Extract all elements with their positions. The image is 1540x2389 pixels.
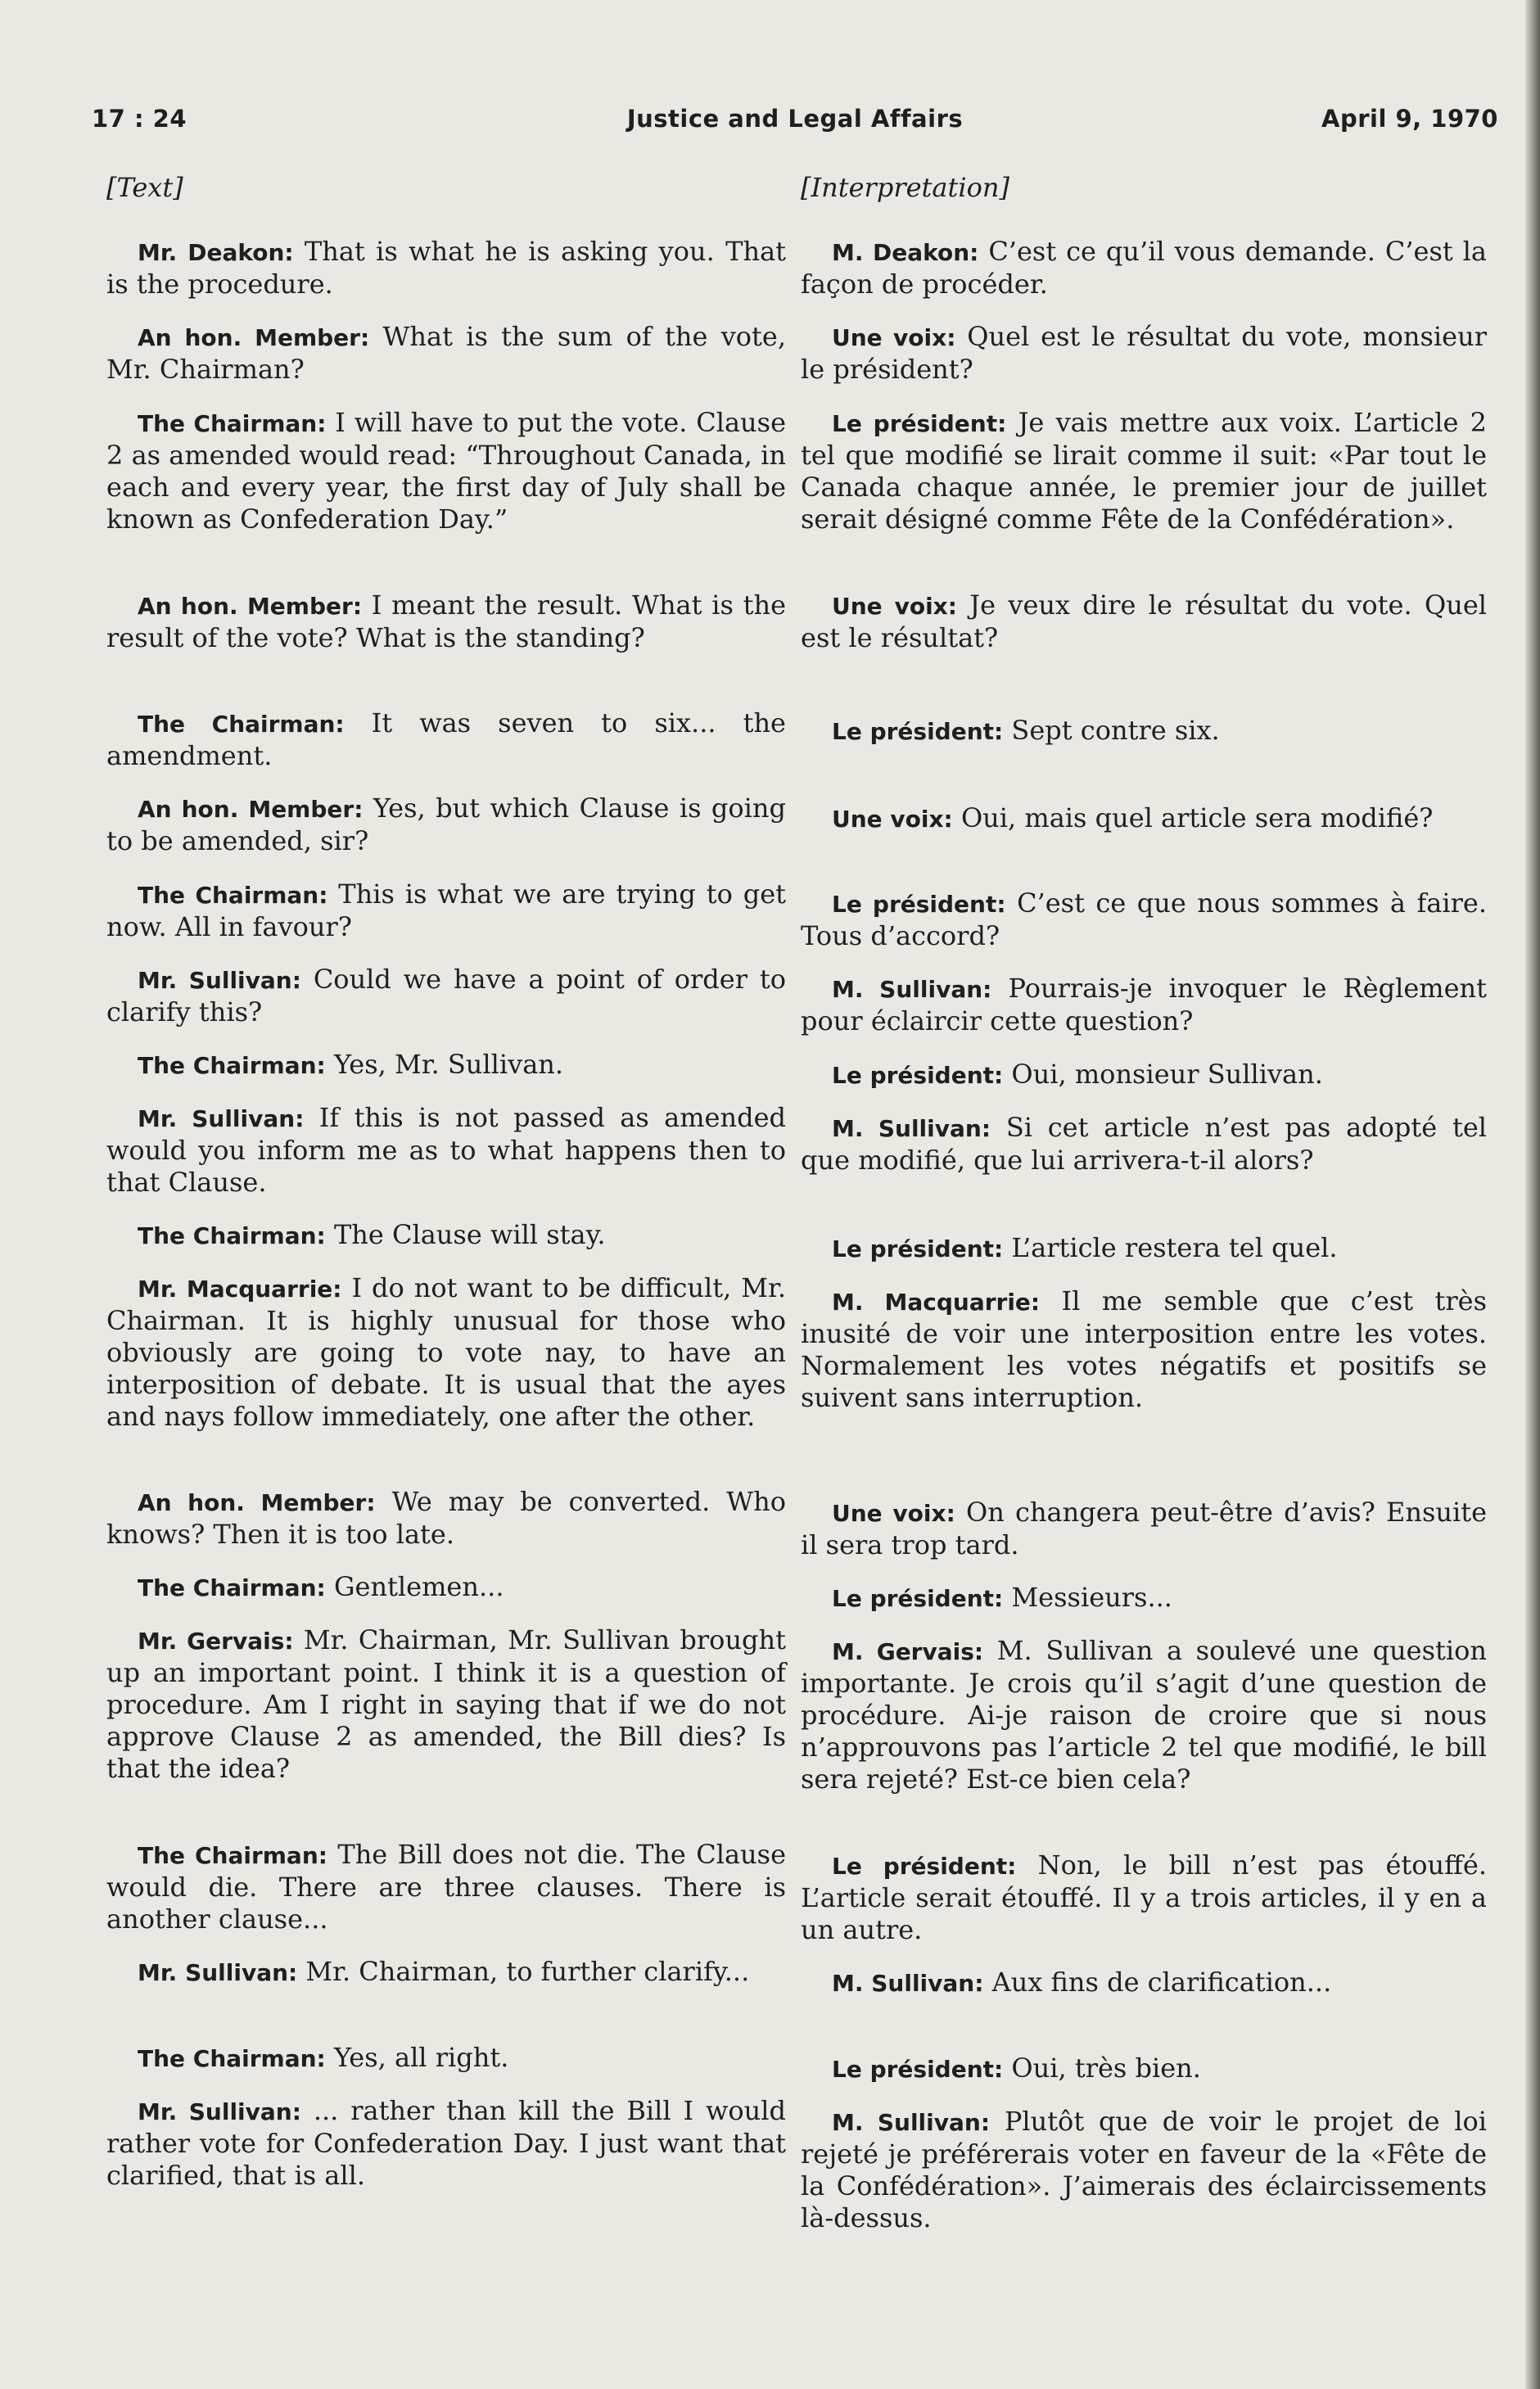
- speech-fr-17: M. Sullivan: Aux fins de clarification...: [832, 1967, 1332, 1998]
- speech-en-4: An hon. Member: I meant the result. What is the result of the vote? What is the standing?: [106, 589, 786, 653]
- speech-en-5: The Chairman: It was seven to six... the amendment.: [106, 707, 786, 771]
- speech-fr-5: Le président: Sept contre six.: [832, 715, 1220, 746]
- speech-en-19: Mr. Sullivan: ... rather than kill the Bill I would rather vote for Confederation Day. I just want that clarified, that is all.: [106, 2095, 787, 2191]
- speech-en-17: Mr. Sullivan: Mr. Chairman, to further clarify...: [138, 1956, 750, 1987]
- speech-fr-19: M. Sullivan: Plutôt que de voir le projet de loi rejeté je préférerais voter en faveur de la «Fête de la Confédération». J’aimerais des éclaircissements là-dessus.: [801, 2106, 1488, 2233]
- speech-fr-3: Le président: Je vais mettre aux voix. L’article 2 tel que modifié se lirait comme il suit: «Par tout le Canada chaque année, le premier jour de juillet serait désigné comme Fête de la Confédération».: [801, 407, 1488, 535]
- speech-en-1: Mr. Deakon: That is what he is asking you. That is the procedure.: [106, 236, 786, 300]
- publication-title: Justice and Legal Affairs: [626, 105, 964, 133]
- speech-fr-11: Le président: L’article restera tel quel.: [832, 1232, 1338, 1263]
- english-column: [106, 172, 787, 2191]
- page-date: April 9, 1970: [1321, 105, 1498, 133]
- speech-en-8: Mr. Sullivan: Could we have a point of order to clarify this?: [106, 964, 787, 1027]
- speech-fr-9: Le président: Oui, monsieur Sullivan.: [832, 1059, 1323, 1090]
- speech-fr-16: Le président: Non, le bill n’est pas étouffé. L’article serait étouffé. Il y a trois articles, il y en a un autre.: [801, 1849, 1488, 1945]
- speech-en-14: The Chairman: Gentlemen...: [138, 1571, 504, 1602]
- french-column: [801, 172, 1488, 2233]
- speech-en-3: The Chairman: I will have to put the vote. Clause 2 as amended would read: “Throughout Canada, in each and every year, the first day of July shall be known as Confederation Day.”: [106, 407, 787, 535]
- section-label-interpretation: [Interpretation]: [801, 172, 1009, 203]
- speech-fr-15: M. Gervais: M. Sullivan a soulevé une question importante. Je crois qu’il s’agit d’une question de procédure. Ai-je raison de croire que si nous n’approuvons pas l’article 2 tel que modifié, le bill sera rejeté? Est-ce bien cela?: [801, 1635, 1488, 1795]
- speech-fr-1: M. Deakon: C’est ce qu’il vous demande. C’est la façon de procéder.: [801, 236, 1487, 300]
- page-binding-edge: [1525, 0, 1540, 2389]
- speech-fr-4: Une voix: Je veux dire le résultat du vote. Quel est le résultat?: [801, 589, 1488, 653]
- speech-en-13: An hon. Member: We may be converted. Who knows? Then it is too late.: [106, 1486, 787, 1550]
- speech-en-9: The Chairman: Yes, Mr. Sullivan.: [138, 1049, 564, 1080]
- page-header: [92, 105, 1498, 146]
- speech-en-10: Mr. Sullivan: If this is not passed as amended would you inform me as to what happens then to that Clause.: [106, 1102, 787, 1198]
- speech-en-2: An hon. Member: What is the sum of the vote, Mr. Chairman?: [106, 321, 786, 385]
- speech-fr-2: Une voix: Quel est le résultat du vote, monsieur le président?: [801, 321, 1487, 385]
- speech-fr-10: M. Sullivan: Si cet article n’est pas adopté tel que modifié, que lui arrivera-t-il alors?: [801, 1112, 1488, 1176]
- speech-en-15: Mr. Gervais: Mr. Chairman, Mr. Sullivan brought up an important point. I think it is a question of procedure. Am I right in saying that if we do not approve Clause 2 as amended, the Bill dies? Is that the idea?: [106, 1624, 787, 1784]
- speech-en-16: The Chairman: The Bill does not die. The Clause would die. There are three clauses. There is another clause...: [106, 1839, 787, 1935]
- speech-fr-8: M. Sullivan: Pourrais-je invoquer le Règlement pour éclaircir cette question?: [801, 973, 1488, 1036]
- page-number: 17 : 24: [92, 105, 187, 133]
- section-label-text: [Text]: [106, 172, 183, 203]
- speech-en-12: Mr. Macquarrie: I do not want to be difficult, Mr. Chairman. It is highly unusual for those who obviously are going to vote nay, to have an interposition of debate. It is usual that the ayes and nays follow immediately, one after the other.: [106, 1272, 786, 1432]
- speech-fr-13: Une voix: On changera peut-être d’avis? Ensuite il sera trop tard.: [801, 1497, 1488, 1560]
- speech-en-6: An hon. Member: Yes, but which Clause is going to be amended, sir?: [106, 793, 787, 856]
- speech-en-11: The Chairman: The Clause will stay.: [138, 1219, 606, 1250]
- speech-fr-7: Le président: C’est ce que nous sommes à faire. Tous d’accord?: [801, 887, 1488, 951]
- speech-fr-6: Une voix: Oui, mais quel article sera modifié?: [832, 802, 1434, 833]
- speech-en-18: The Chairman: Yes, all right.: [138, 2042, 509, 2073]
- speech-en-7: The Chairman: This is what we are trying to get now. All in favour?: [106, 878, 786, 942]
- speech-fr-14: Le président: Messieurs...: [832, 1582, 1172, 1613]
- speech-fr-18: Le président: Oui, très bien.: [832, 2053, 1201, 2084]
- speech-fr-12: M. Macquarrie: Il me semble que c’est très inusité de voir une interposition entre les votes. Normalement les votes négatifs et positifs se suivent sans interruption.: [801, 1285, 1487, 1413]
